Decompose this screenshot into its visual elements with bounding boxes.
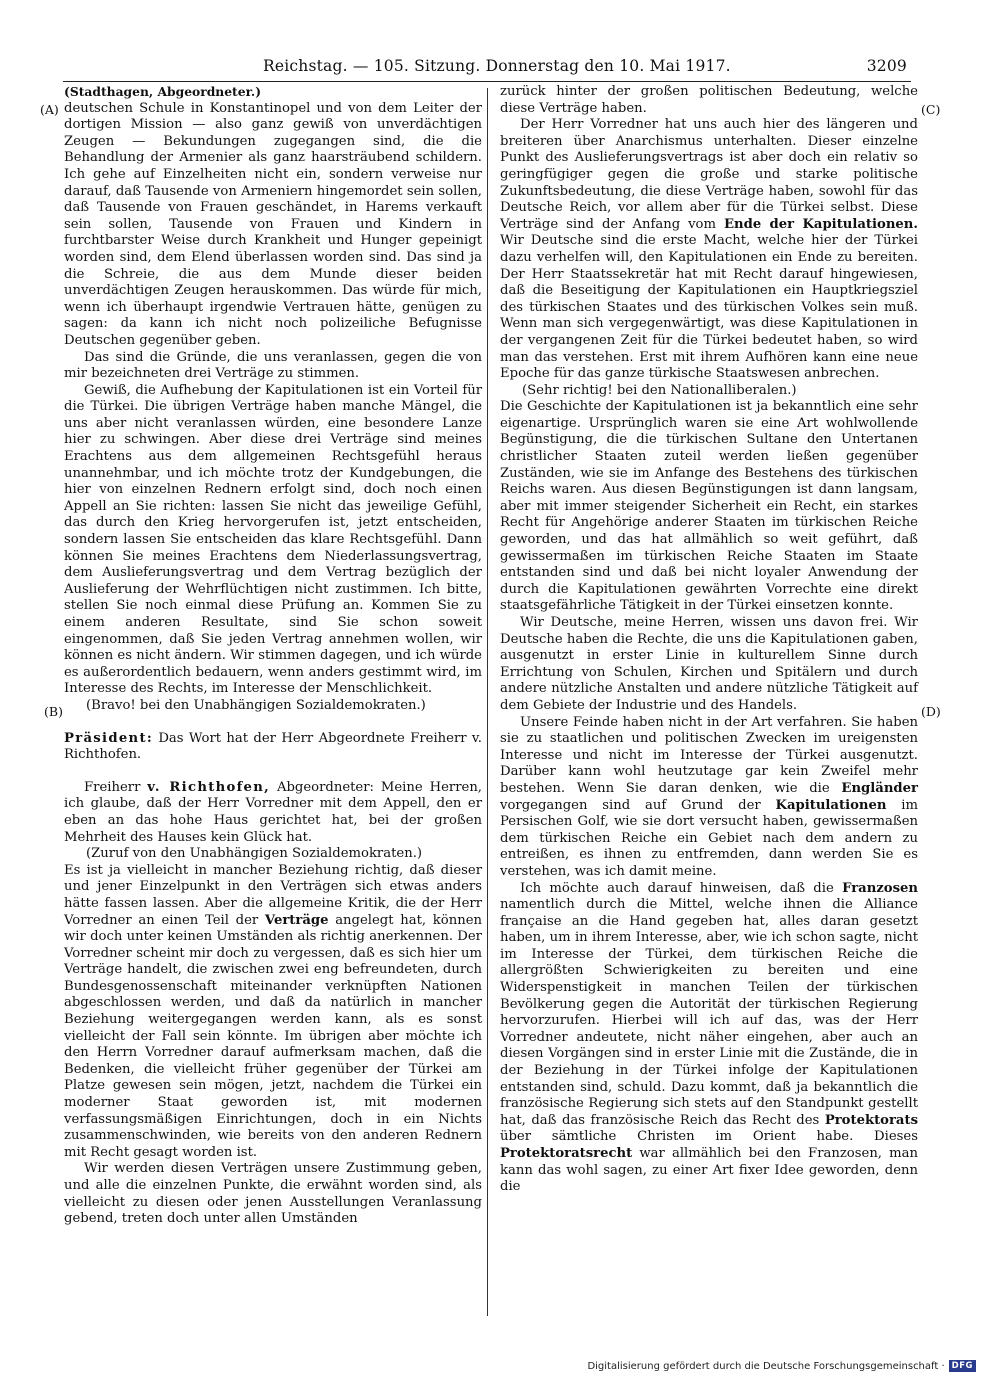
margin-mark-b: (B): [44, 704, 63, 719]
paragraph: Gewiß, die Aufhebung der Kapitulationen ist ein Vorteil für die Türkei. Die übrigen Verträge haben manche Mängel, die uns aber nicht veranlassen würden, eine besondere Lanze hier zu schwingen. Aber diese drei Verträge sind meines Erachtens aus dem allgemeinen Rechtsgefühl heraus unannehmbar, und ich möchte trotz der Kundgebungen, die hier von einzelnen Rednern erfolgt sind, doch noch einen Appell an Sie richten: lassen Sie nicht das jeweilige Gefühl, das durch den Krieg hervorgerufen ist, jetzt entscheiden, sondern lassen Sie entscheiden das klare Rechtsgefühl. Dann können Sie meines Erachtens dem Niederlassungsvertrag, dem Auslieferungsvertrag und dem Vertrag bezüglich der Auslieferung der Wehrflüchtigen nicht zustimmen. Ich bitte, stellen Sie noch einmal diese Prüfung an. Kommen Sie zu einem anderen Resultate, sind Sie schon soweit eingenommen, daß Sie jeden Vertrag annehmen wollen, wir können es nicht ändern. Wir stimmen dagegen, und ich würde es außerordentlich bedauern, wenn anders gestimmt wird, im Interesse des Rechts, im Interesse der Menschlichkeit.: [64, 382, 482, 697]
paragraph: deutschen Schule in Konstantinopel und von dem Leiter der dortigen Mission — also ganz gewiß von unverdächtigen Zeugen — Bekundungen zugegangen sind, die die Behandlung der Armenier als ganz haarsträubend schildern. Ich gehe auf Einzelheiten nicht ein, sondern verweise nur darauf, daß Tausende von Armeniern hingemordet sein sollen, daß Tausende von Frauen geschändet, in Harems verkauft sein sollen, Tausende von Frauen und Kindern in furchtbarster Weise durch Krankheit und Hunger gepeinigt worden sind, dem Elend überlassen worden sind. Das sind ja die Schreie, die aus dem Munde dieser beiden unverdächtigen Zeugen herauskommen. Das würde für mich, wenn ich überhaupt irgendwie Vertrauen hätte, genügen zu sagen: da kann ich nicht noch polizeiliche Befugnisse Deutschen gegenüber geben.: [64, 100, 482, 348]
left-column: [64, 84, 482, 1228]
paragraph: Der Herr Vorredner hat uns auch hier des längeren und breiteren über Anarchismus unterhalten. Dieser einzelne Punkt des Auslieferungsvertrags ist aber doch ein relativ so geringfügiger gegen die große und starke politische Zukunftsbedeutung, die diese Verträge haben, sowohl für das Deutsche Reich, vor allem aber für die Türkei selbst. Diese Verträge sind der Anfang vom Ende der Kapitulationen. Wir Deutsche sind die erste Macht, welche hier der Türkei dazu verhelfen will, den Kapitulationen ein Ende zu bereiten. Der Herr Staatssekretär hat mit Recht darauf hingewiesen, daß die Beseitigung der Kapitulationen ein Hauptkriegsziel des türkischen Staates und des türkischen Volkes sein muß. Wenn man sich vergegenwärtigt, was diese Kapitulationen in der vergangenen Zeit für die Türkei bedeutet haben, so wird man das verstehen. Erst mit ihrem Aufhören kann eine neue Epoche für das ganze türkische Staatswesen anbrechen.: [500, 117, 918, 382]
paragraph: Wir werden diesen Verträgen unsere Zustimmung geben, und alle die einzelnen Punkte, die erwähnt worden sind, als vielleicht zu diesen oder jenen Ausstellungen Veranlassung gebend, treten doch unter allen Umständen: [64, 1161, 482, 1227]
speaker-name: v. Richthofen,: [147, 779, 271, 795]
interjection: (Sehr richtig! bei den Nationalliberalen.): [522, 382, 797, 398]
margin-mark-d: (D): [921, 704, 941, 719]
interjection: (Bravo! bei den Unabhängigen Sozialdemokraten.): [86, 697, 426, 713]
paragraph: zurück hinter der großen politischen Bedeutung, welche diese Verträge haben.: [500, 84, 918, 116]
digitization-footer: [587, 1360, 976, 1372]
page-header: [63, 55, 911, 82]
page-number: 3209: [866, 57, 907, 75]
paragraph: Es ist ja vielleicht in mancher Beziehung richtig, daß dieser und jener Einzelpunkt in den Verträgen sich etwas anders hätte fassen lassen. Aber die allgemeine Kritik, die der Herr Vorredner an einen Teil der Verträge angelegt hat, können wir doch unter keinen Umständen als richtig anerkennen. Der Vorredner scheint mir doch zu vergessen, daß es sich hier um Verträge handelt, die zwischen zwei eng befreundeten, durch Bundesgenossenschaft miteinander verknüpften Nationen abgeschlossen werden, und daß da natürlich in mancher Beziehung weitergegangen werden kann, als es sonst vielleicht der Fall sein könnte. Im übrigen aber möchte ich den Herrn Vorredner darauf aufmerksam machen, daß die Bedenken, die vielleicht früher gegenüber der Türkei am Platze gewesen sein mögen, jetzt, nachdem die Türkei ein moderner Staat geworden ist, mit modernen verfassungsmäßigen Einrichtungen, doch in ein Nichts zusammenschwinden, wie bereits von den anderen Rednern mit Recht gesagt worden ist.: [64, 862, 482, 1160]
dfg-logo-icon: DFG: [949, 1360, 976, 1372]
footer-text: Digitalisierung gefördert durch die Deutsche Forschungsgemeinschaft ·: [587, 1360, 945, 1372]
president-label: Präsident:: [64, 730, 154, 746]
column-divider: [487, 88, 488, 1316]
margin-mark-a: (A): [40, 102, 59, 117]
paragraph: Wir Deutsche, meine Herren, wissen uns davon frei. Wir Deutsche haben die Rechte, die uns die Kapitulationen gaben, ausgenutzt in erster Linie in kulturellem Sinne durch Errichtung von Schulen, Kirchen und Spitälern und durch andere nützliche Anstalten und andere nützliche Tätigkeit auf dem Gebiete der Industrie und des Handels.: [500, 615, 918, 713]
paragraph: Ich möchte auch darauf hinweisen, daß die Franzosen namentlich durch die Mittel, welche ihnen die Alliance française an die Hand gegeben hat, alles daran gesetzt haben, um in ihrem Interesse, aber, wie ich schon sagte, nicht im Interesse der Türkei, dem türkischen Reiche die allergrößten Schwierigkeiten zu bereiten und eine Widerspenstigkeit in manchen Teilen der türkischen Bevölkerung gegen die Autorität der türkischen Regierung hervorzurufen. Hierbei will ich auf das, was der Herr Vorredner andeutete, nicht näher eingehen, aber auch an diesen Vorgängen sind in erster Linie mit die Zustände, die in der Beziehung in der Türkei infolge der Kapitulationen entstanden sind, schuld. Dazu kommt, daß ja bekanntlich die französische Regierung sich stets auf den Standpunkt gestellt hat, daß das französische Reich das Recht des Protektorats über sämtliche Christen im Orient habe. Dieses Protektoratsrecht war allmählich bei den Franzosen, man kann das wohl sagen, zu einer Art fixer Idee geworden, denn die: [500, 880, 918, 1195]
president-text: Das Wort hat der Herr Abgeordnete Freiherr v. Richthofen.: [64, 730, 482, 763]
paragraph: Unsere Feinde haben nicht in der Art verfahren. Sie haben sie zu staatlichen und politischen Zwecken im ureigensten Interesse und nicht im Interesse der Türkei ausgenutzt. Darüber kann wohl heutzutage gar kein Zweifel mehr bestehen. Wenn Sie daran denken, wie die Engländer vorgegangen sind auf Grund der Kapitulationen im Persischen Golf, wie sie dort versucht haben, gewissermaßen dem türkischen Reiche ein Gebiet nach dem andern zu entreißen, es ihnen zu entfremden, dann werden Sie es verstehen, was ich damit meine.: [500, 714, 918, 879]
right-column: [500, 84, 918, 1196]
running-title: Reichstag. — 105. Sitzung. Donnerstag den 10. Mai 1917.: [263, 57, 731, 75]
speaker-intro: Freiherr v. Richthofen, Abgeordneter: Meine Herren, ich glaube, daß der Herr Vorredner mit dem Appell, den er eben an das hohe Haus gerichtet hat, bei der großen Mehrheit des Hauses kein Glück hat.: [64, 779, 482, 845]
speaker-label: (Stadthagen, Abgeordneter.): [64, 84, 262, 99]
margin-mark-c: (C): [921, 102, 941, 117]
paragraph: Die Geschichte der Kapitulationen ist ja bekanntlich eine sehr eigenartige. Ursprünglich waren sie eine Art wohlwollende Begünstigung, die die türkischen Sultane den Untertanen christlicher Staaten zuteil werden ließen gegenüber Zuständen, wie sie im Anfange des Bestehens des türkischen Reichs waren. Aus diesen Begünstigungen ist dann langsam, aber mit immer steigender Sicherheit ein Recht, ein starkes Recht für Angehörige anderer Staaten im türkischen Reiche geworden, und das hat allmählich so weit geführt, daß gewissermaßen im türkischen Reiche Staaten im Staate entstanden sind und daß bei nicht loyaler Anwendung der durch die Kapitulationen gewährten Vorrechte eine direkt staatsgefährliche Tätigkeit in der Türkei einsetzen konnte.: [500, 399, 918, 614]
president-statement: [64, 731, 482, 764]
interjection: (Zuruf von den Unabhängigen Sozialdemokraten.): [86, 846, 423, 862]
paragraph: Das sind die Gründe, die uns veranlassen, gegen die von mir bezeichneten drei Verträge zu stimmen.: [64, 349, 482, 382]
